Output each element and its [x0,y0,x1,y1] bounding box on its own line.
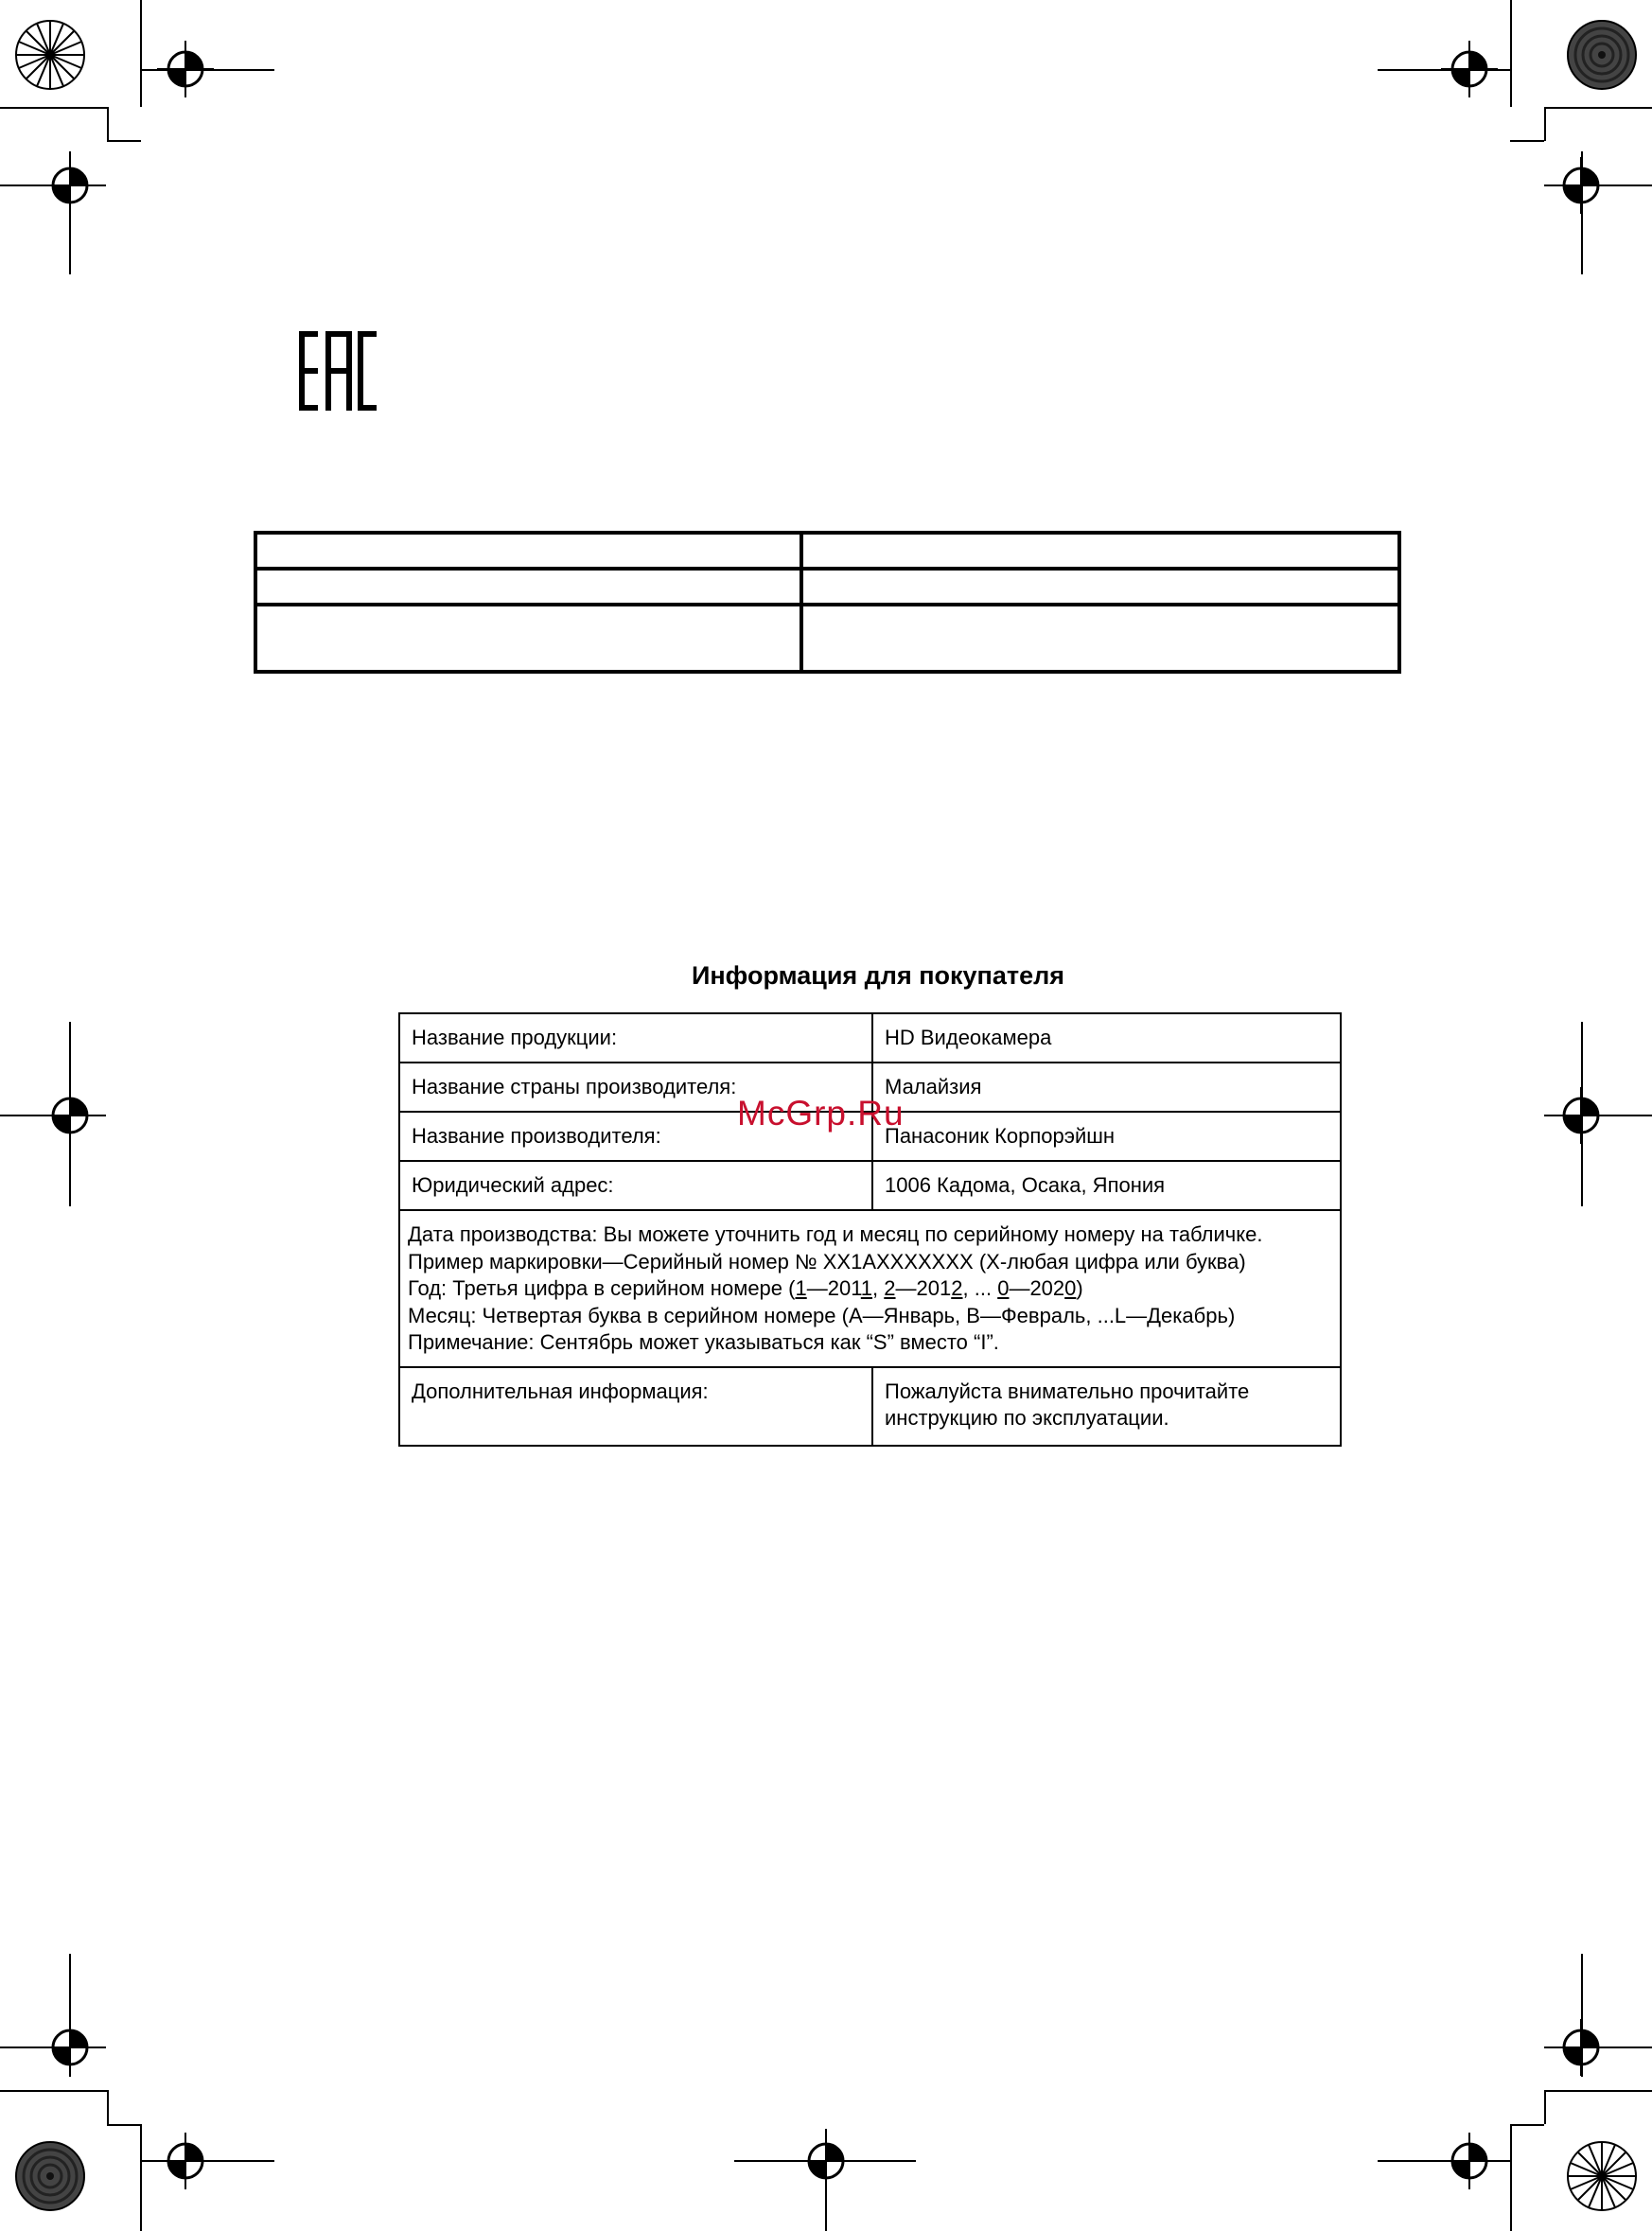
crop-line [1510,140,1544,142]
watermark: McGrp.Ru [737,1094,905,1133]
crop-line [1510,2124,1512,2231]
note-line: Пример маркировки—Серийный номер № XX1AXXXXXXX (X-любая цифра или буква) [408,1249,1246,1274]
density-wheel-icon [1566,19,1638,91]
note-text: —202 [1009,1276,1065,1300]
crop-line [140,2124,142,2231]
row-value: HD Видеокамера [872,1013,1341,1063]
starburst-wheel-icon [14,19,86,91]
registration-mark-icon [157,41,214,97]
note-digit: 0 [1064,1276,1077,1300]
row-value: Малайзия [872,1063,1341,1112]
row-value: Панасоник Корпорэйшн [872,1112,1341,1161]
note-line [408,1275,1332,1303]
value-line: инструкцию по эксплуатации. [885,1405,1169,1430]
registration-mark-icon [157,2133,214,2189]
registration-mark-icon [1553,2019,1609,2076]
production-date-note [399,1210,1341,1367]
row-value [872,1367,1341,1446]
note-digit: 1 [795,1276,807,1300]
note-text: ) [1076,1276,1083,1300]
crop-line [107,2090,109,2124]
table-divider [257,603,1397,606]
row-label: Дополнительная информация: [399,1367,872,1446]
empty-table [254,531,1401,674]
registration-mark-icon [42,2019,98,2076]
crop-line [1510,0,1512,107]
value-line: Пожалуйста внимательно прочитайте [885,1379,1250,1403]
crop-line [1510,2124,1544,2126]
table-divider [257,567,1397,571]
registration-mark-icon [1441,41,1498,97]
registration-mark-icon [798,2133,854,2189]
crop-line [0,107,107,109]
note-text: —201 [806,1276,861,1300]
table-row [399,1210,1341,1367]
table-row [399,1013,1341,1063]
density-wheel-icon [14,2140,86,2212]
eac-logo [299,331,377,411]
row-label: Название продукции: [399,1013,872,1063]
starburst-wheel-icon [1566,2140,1638,2212]
row-label: Название производителя: [399,1112,872,1161]
row-label: Название страны производителя: [399,1063,872,1112]
note-line: Примечание: Сентябрь может указываться как “S” вместо “I”. [408,1330,999,1354]
crop-line [107,2124,141,2126]
note-digit: 0 [997,1276,1010,1300]
note-text: , [872,1276,885,1300]
crop-line [107,140,141,142]
crop-line [0,2090,107,2092]
table-row [399,1161,1341,1210]
note-text: , ... [962,1276,998,1300]
row-label: Юридический адрес: [399,1161,872,1210]
registration-mark-icon [1553,157,1609,214]
note-digit: 1 [860,1276,873,1300]
crop-line [1544,2090,1652,2092]
note-text: —201 [895,1276,952,1300]
registration-mark-icon [42,1087,98,1144]
registration-mark-icon [1553,1087,1609,1144]
crop-line [1544,107,1546,141]
note-text: Год: Третья цифра в серийном номере ( [408,1276,796,1300]
registration-mark-icon [1441,2133,1498,2189]
note-digit: 2 [951,1276,963,1300]
crop-line [1544,107,1652,109]
crop-line [107,107,109,141]
note-digit: 2 [884,1276,896,1300]
crop-line [140,0,142,107]
customer-info-table [398,1012,1342,1447]
info-title: Информация для покупателя [691,961,1065,990]
note-line: Дата производства: Вы можете уточнить год и месяц по серийному номеру на табличке. [408,1222,1263,1246]
note-line: Месяц: Четвертая буква в серийном номере (A—Январь, B—Февраль, ...L—Декабрь) [408,1303,1236,1327]
row-value: 1006 Кадома, Осака, Япония [872,1161,1341,1210]
registration-mark-icon [42,157,98,214]
crop-line [1544,2090,1546,2124]
table-row [399,1367,1341,1446]
